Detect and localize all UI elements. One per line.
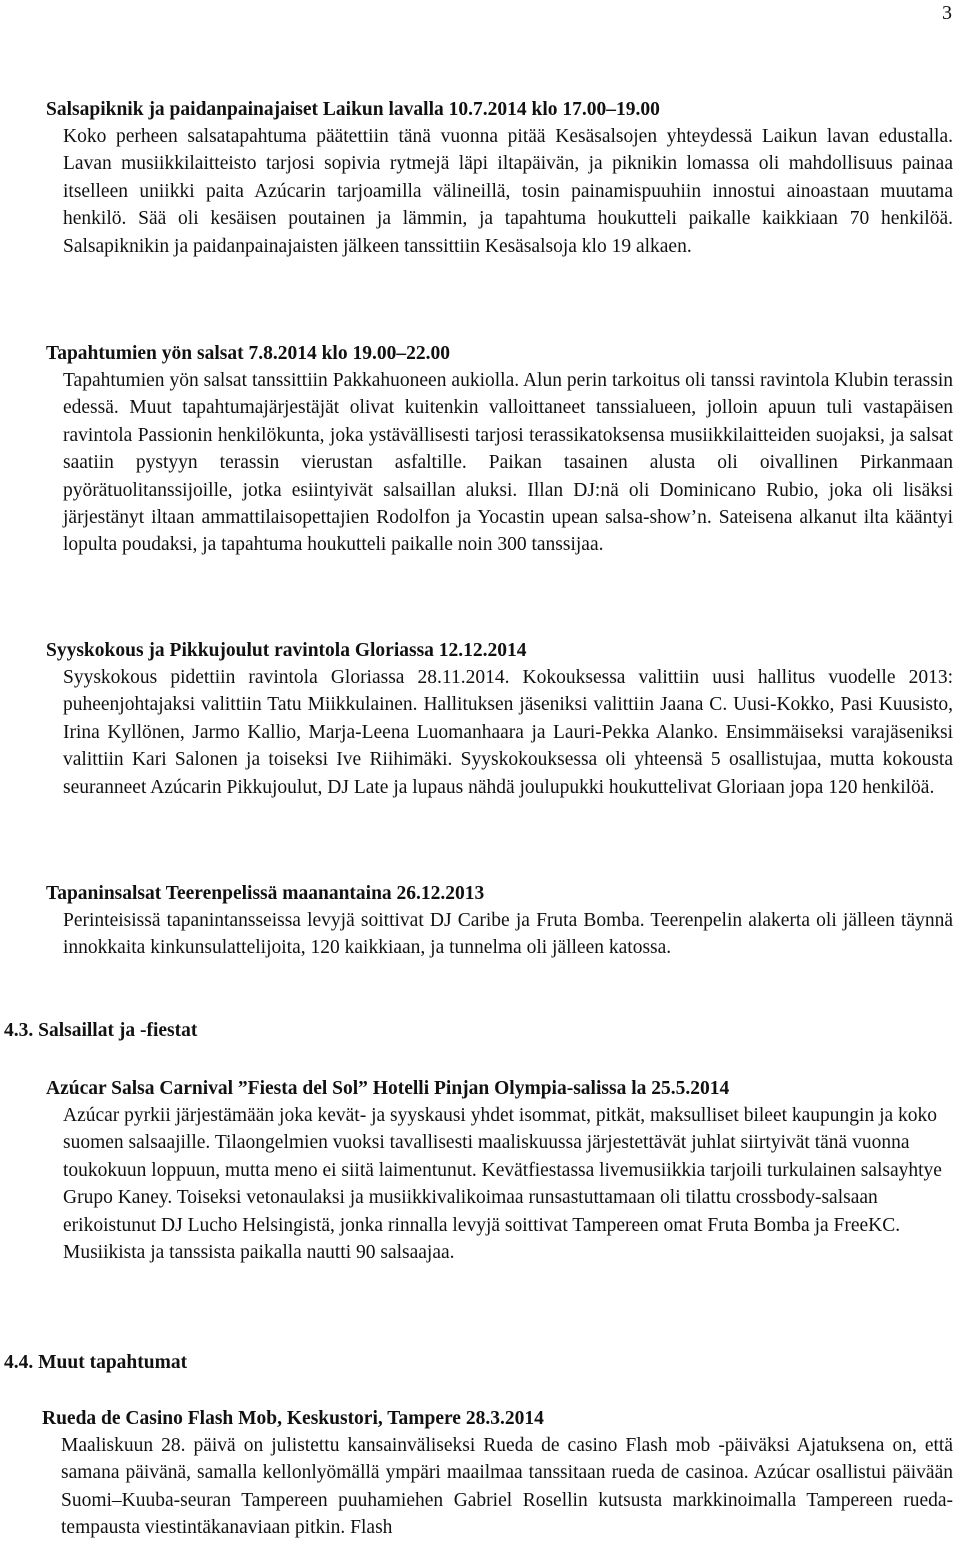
section-body: Maaliskuun 28. päivä on julistettu kansainväliseksi Rueda de casino Flash mob -päiväksi Ajatuksena on, että samana päivänä, samalla kellonlyömällä ympäri maailmaa tanssitaan rueda de casinoa. Azúcar osallistui päivään Suomi–Kuuba-seuran Tampereen puuhamiehen Gabriel Rosellin kutsusta markkinoimalla Tampereen rueda-tempausta viestintäkanaviaan pitkin. Flash	[61, 1435, 953, 1539]
section-body: Syyskokous pidettiin ravintola Gloriassa 28.11.2014. Kokouksessa valittiin uusi hallitus vuodelle 2013: puheenjohtajaksi valittiin Tatu Miikkulainen. Hallituksen jäseniksi valittiin Jaana C. Uusi-Kokko, Pasi Kuusisto, Irina Kyllönen, Jarmo Kallio, Marja-Leena Luomanhaara ja Lauri-Pekka Alanko. Ensimmäiseksi varajäseniksi valittiin Kari Salonen ja toiseksi Ive Riihimäki. Syyskokouksessa oli yhteensä 5 osallistujaa, mutta kokousta seuranneet Azúcarin Pikkujoulut, DJ Late ja lupaus nähdä joulupukki houkuttelivat Gloriaan jopa 120 henkilöä.	[63, 667, 953, 798]
section-heading: Salsapiknik ja paidanpainajaiset Laikun lavalla 10.7.2014 klo 17.00–19.00	[46, 99, 660, 120]
section-body: Tapahtumien yön salsat tanssittiin Pakkahuoneen aukiolla. Alun perin tarkoitus oli tanssi ravintola Klubin terassin edessä. Muut tapahtumajärjestäjät olivat kuitenkin valloittaneet tanssialueen, jolloin apuun tuli vastapäisen ravintola Passionin henkilökunta, joka ystävällisesti tarjosi terassikatoksensa musiikkilaitteiden suojaksi, ja salsat saatiin pystyyn terassin vierustan asfaltille. Paikan tasainen alusta oli oivallinen Pirkanmaan pyörätuolitanssijoille, jotka esiintyivät salsaillan aluksi. Illan DJ:nä oli Dominicano Rubio, joka oli lisäksi järjestänyt iltaan ammattilaisopettajien Rodolfon ja Yocastin upean salsa-show’n. Sateisena alkanut ilta kääntyi lopulta poudaksi, ja tapahtuma houkutteli paikalle noin 300 tanssijaa.	[63, 370, 953, 556]
section-heading: Azúcar Salsa Carnival ”Fiesta del Sol” Hotelli Pinjan Olympia-salissa la 25.5.2014	[46, 1078, 730, 1099]
section-heading: Tapaninsalsat Teerenpelissä maanantaina 26.12.2013	[46, 883, 485, 904]
section-tapahtumien-yo	[46, 340, 953, 559]
subsection-heading-4-4: 4.4. Muut tapahtumat	[4, 1352, 188, 1373]
section-body: Perinteisissä tapanintansseissa levyjä soittivat DJ Caribe ja Fruta Bomba. Teerenpelin alakerta oli jälleen täynnä innokkaita kinkunsulattelijoita, 120 kaikkiaan, ja tunnelma oli jälleen katossa.	[63, 910, 953, 959]
section-syyskokous	[46, 637, 953, 801]
section-heading: Tapahtumien yön salsat 7.8.2014 klo 19.00–22.00	[46, 343, 450, 364]
section-salsa-carnival	[46, 1075, 957, 1266]
section-body: Koko perheen salsatapahtuma päätettiin tänä vuonna pitää Kesäsalsojen yhteydessä Laikun lavan edustalla. Lavan musiikkilaitteisto tarjosi sopivia rytmejä läpi iltapäivän, ja piknikin lomassa oli mahdollisuus painaa itselleen uniikki paita Azúcarin tarjoamilla välineillä, tosin painamispuuhiin innostui ainoastaan muutama henkilö. Sää oli kesäisen poutainen ja lämmin, ja tapahtuma houkutteli paikalle kaikkiaan 70 henkilöä. Salsapiknikin ja paidanpainajaisten jälkeen tanssittiin Kesäsalsoja klo 19 alkaen.	[63, 126, 953, 257]
section-body: Azúcar pyrkii järjestämään joka kevät- ja syyskausi yhdet isommat, pitkät, maksulliset bileet kaupungin ja koko suomen salsaajille. Tilaongelmien vuoksi tavallisesti maaliskuussa järjestettävät juhlat siirtyivät tänä vuonna toukokuun loppuun, mutta meno ei siitä laimentunut. Kevätfiestassa livemusiikkia tarjoili turkulainen salsayhtye Grupo Kaney. Toiseksi vetonaulaksi ja musiikkivalikoimaa runsastuttamaan oli tilattu crossbody-salsaan erikoistunut DJ Lucho Helsingistä, jonka rinnalla levyjä soittivat Tampereen omat Fruta Bomba ja FreeKC. Musiikista ja tanssista paikalla nautti 90 salsaajaa.	[63, 1105, 942, 1264]
page-number: 3	[942, 2, 952, 24]
section-heading: Syyskokous ja Pikkujoulut ravintola Gloriassa 12.12.2014	[46, 640, 527, 661]
section-salsapiknik	[46, 96, 953, 260]
section-heading: Rueda de Casino Flash Mob, Keskustori, Tampere 28.3.2014	[42, 1408, 544, 1429]
section-tapaninsalsat	[46, 880, 953, 962]
section-rueda-flash-mob	[42, 1405, 953, 1542]
subsection-heading-4-3: 4.3. Salsaillat ja -fiestat	[4, 1020, 198, 1041]
